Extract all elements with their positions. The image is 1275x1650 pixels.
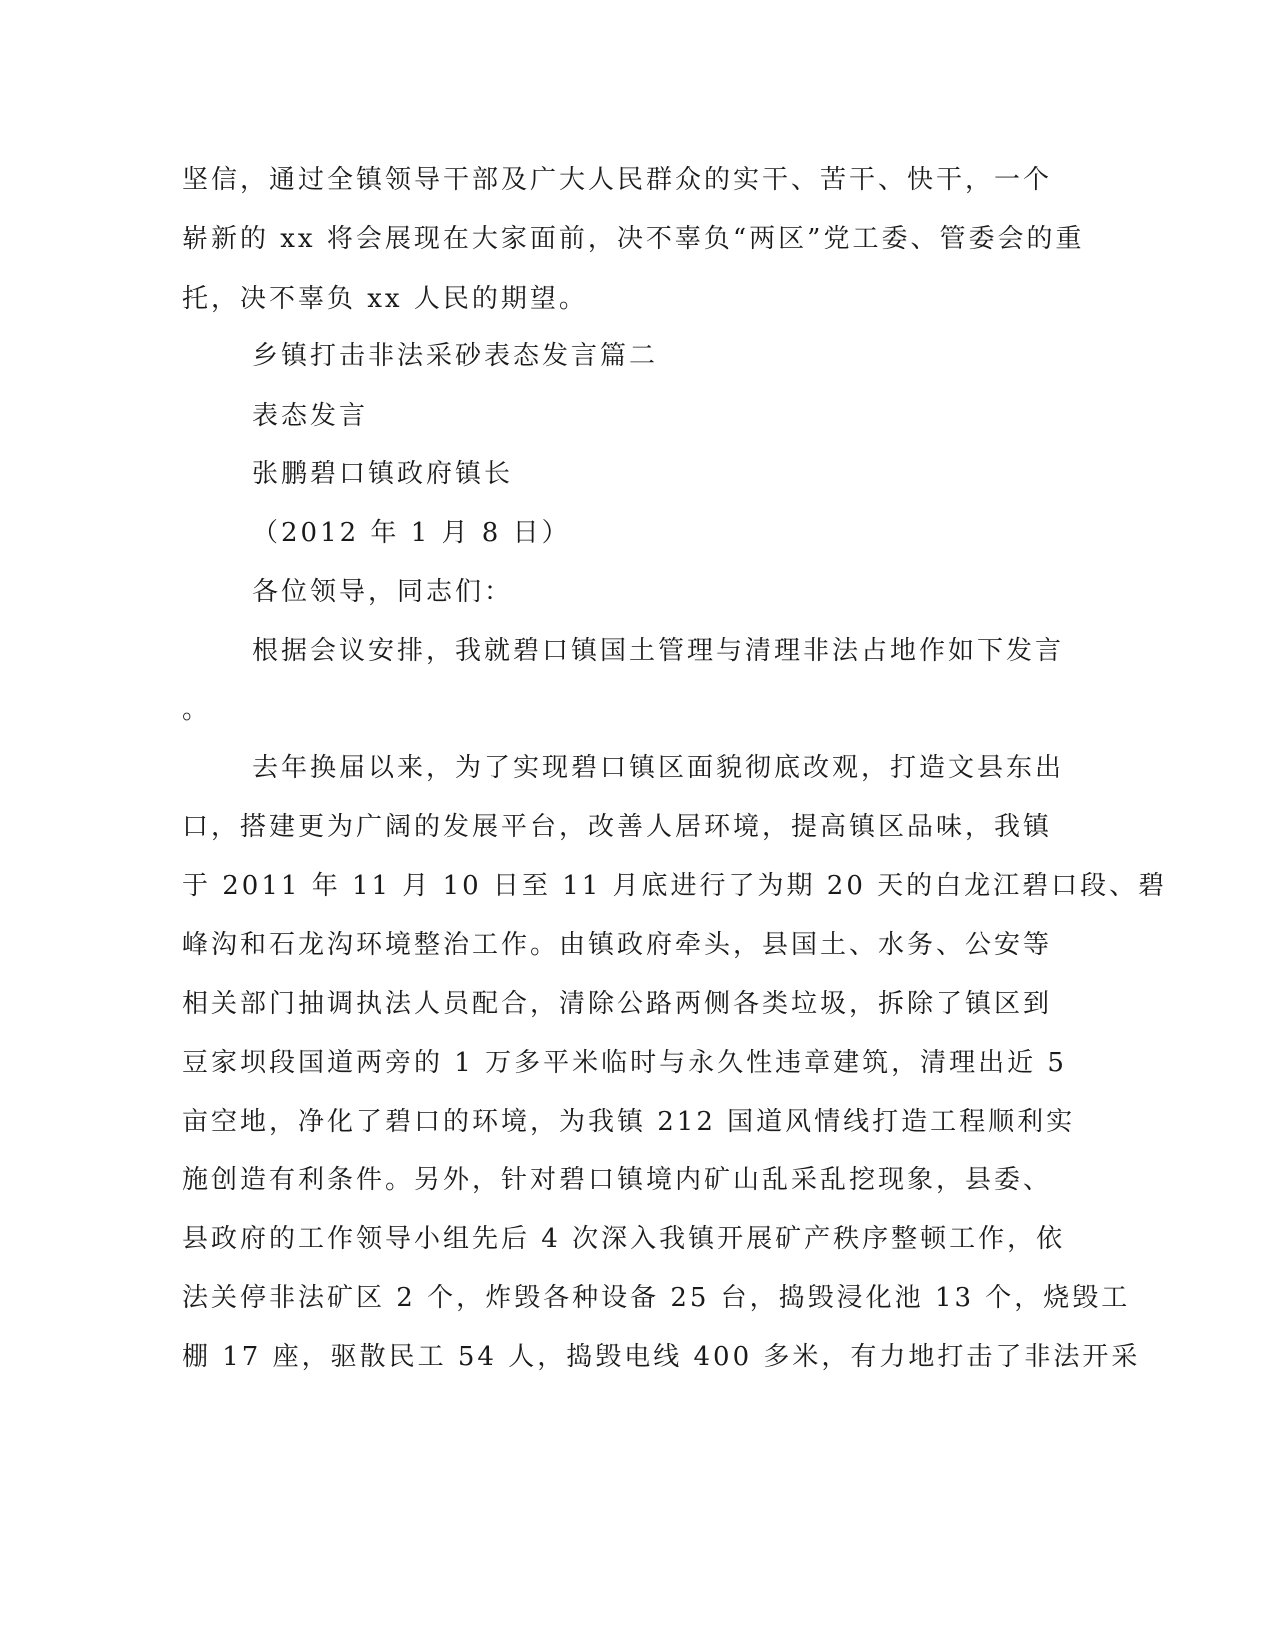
paragraph-line: 托，决不辜负 xx 人民的期望。 (182, 284, 588, 314)
paragraph-line: 县政府的工作领导小组先后 4 次深入我镇开展矿产秩序整顿工作，依 (182, 1224, 1066, 1254)
paragraph-line: 相关部门抽调执法人员配合，清除公路两侧各类垃圾，拆除了镇区到 (182, 989, 1053, 1019)
paragraph-line: 坚信，通过全镇领导干部及广大人民群众的实干、苦干、快干，一个 (182, 165, 1053, 195)
date-line: （2012 年 1 月 8 日） (252, 518, 571, 548)
paragraph-line: 豆家坝段国道两旁的 1 万多平米临时与永久性违章建筑，清理出近 5 (182, 1048, 1067, 1078)
paragraph-line: 法关停非法矿区 2 个，炸毁各种设备 25 台，捣毁浸化池 13 个，烧毁工 (182, 1283, 1131, 1313)
paragraph-line: 去年换届以来，为了实现碧口镇区面貌彻底改观，打造文县东出 (252, 753, 1065, 783)
salutation: 各位领导，同志们： (252, 577, 514, 607)
paragraph-line: 亩空地，净化了碧口的环境，为我镇 212 国道风情线打造工程顺利实 (182, 1107, 1076, 1137)
paragraph-line: 峰沟和石龙沟环境整治工作。由镇政府牵头，县国土、水务、公安等 (182, 930, 1053, 960)
speaker-line: 张鹏碧口镇政府镇长 (252, 459, 514, 489)
paragraph-line: 施创造有利条件。另外，针对碧口镇境内矿山乱采乱挖现象，县委、 (182, 1165, 1053, 1195)
paragraph-line: 。 (182, 695, 212, 725)
paragraph-line: 口，搭建更为广阔的发展平台，改善人居环境，提高镇区品味，我镇 (182, 812, 1053, 842)
speech-title: 表态发言 (252, 401, 369, 431)
paragraph-line: 棚 17 座，驱散民工 54 人，捣毁电线 400 多米，有力地打击了非法开采 (182, 1342, 1141, 1372)
paragraph-line: 于 2011 年 11 月 10 日至 11 月底进行了为期 20 天的白龙江碧口段、碧 (182, 871, 1168, 901)
section-heading: 乡镇打击非法采砂表态发言篇二 (252, 341, 659, 371)
paragraph-line: 根据会议安排，我就碧口镇国土管理与清理非法占地作如下发言 (252, 636, 1065, 666)
paragraph-line: 崭新的 xx 将会展现在大家面前，决不辜负“两区”党工委、管委会的重 (182, 224, 1085, 254)
